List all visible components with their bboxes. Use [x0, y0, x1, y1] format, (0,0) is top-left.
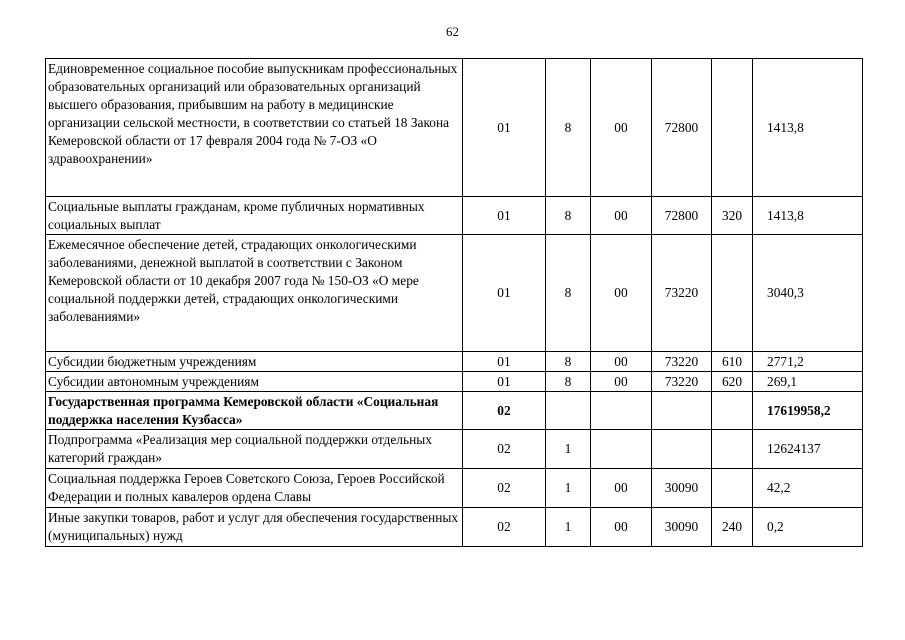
amount-cell: 1413,8	[753, 59, 863, 197]
code-cell: 73220	[652, 235, 712, 352]
amount-cell: 2771,2	[753, 352, 863, 372]
direction-cell: 00	[591, 59, 652, 197]
type-cell	[712, 430, 753, 469]
program-cell: 02	[463, 392, 546, 430]
direction-cell: 00	[591, 352, 652, 372]
program-cell: 02	[463, 430, 546, 469]
program-cell: 01	[463, 372, 546, 392]
type-cell: 610	[712, 352, 753, 372]
program-cell: 01	[463, 197, 546, 235]
direction-cell: 00	[591, 508, 652, 547]
table-row	[46, 372, 863, 392]
subprogram-cell: 8	[546, 197, 591, 235]
direction-cell	[591, 430, 652, 469]
subprogram-cell: 1	[546, 430, 591, 469]
row-name: Иные закупки товаров, работ и услуг для обеспечения государственных (муниципальных) нужд	[46, 508, 463, 547]
row-name: Субсидии автономным учреждениям	[46, 372, 463, 392]
table-row	[46, 430, 863, 469]
table-row	[46, 59, 863, 197]
type-cell	[712, 469, 753, 508]
table-row	[46, 508, 863, 547]
row-name: Социальные выплаты гражданам, кроме публичных нормативных социальных выплат	[46, 197, 463, 235]
table-row	[46, 469, 863, 508]
program-cell: 02	[463, 508, 546, 547]
budget-table	[45, 58, 863, 547]
amount-cell: 3040,3	[753, 235, 863, 352]
row-name: Государственная программа Кемеровской области «Социальная поддержка населения Кузбасса»	[46, 392, 463, 430]
subprogram-cell: 8	[546, 372, 591, 392]
row-name: Ежемесячное обеспечение детей, страдающих онкологическими заболеваниями, денежной выплатой в соответствии с Законом Кемеровской области от 10 декабря 2007 года № 150-ОЗ «О мере социальной поддержки детей, страдающих онкологическими заболеваниями»	[46, 235, 463, 352]
code-cell: 73220	[652, 352, 712, 372]
type-cell	[712, 59, 753, 197]
direction-cell: 00	[591, 197, 652, 235]
row-name: Подпрограмма «Реализация мер социальной поддержки отдельных категорий граждан»	[46, 430, 463, 469]
code-cell: 72800	[652, 197, 712, 235]
program-cell: 01	[463, 352, 546, 372]
row-name: Субсидии бюджетным учреждениям	[46, 352, 463, 372]
table-row	[46, 392, 863, 430]
code-cell: 30090	[652, 469, 712, 508]
subprogram-cell: 8	[546, 352, 591, 372]
code-cell	[652, 430, 712, 469]
code-cell	[652, 392, 712, 430]
amount-cell: 17619958,2	[753, 392, 863, 430]
program-cell: 02	[463, 469, 546, 508]
program-cell: 01	[463, 59, 546, 197]
type-cell: 240	[712, 508, 753, 547]
direction-cell	[591, 392, 652, 430]
subprogram-cell: 1	[546, 508, 591, 547]
type-cell	[712, 235, 753, 352]
row-name: Единовременное социальное пособие выпускникам профессиональных образовательных организаций или образовательных организаций высшего образования, прибывшим на работу в медицинские организации сельской местности, в соответствии со статьей 18 Закона Кемеровской области от 17 февраля 2004 года № 7-ОЗ «О здравоохранении»	[46, 59, 463, 197]
amount-cell: 12624137	[753, 430, 863, 469]
subprogram-cell: 8	[546, 235, 591, 352]
direction-cell: 00	[591, 235, 652, 352]
subprogram-cell: 8	[546, 59, 591, 197]
amount-cell: 42,2	[753, 469, 863, 508]
amount-cell: 0,2	[753, 508, 863, 547]
type-cell	[712, 392, 753, 430]
subprogram-cell	[546, 392, 591, 430]
direction-cell: 00	[591, 372, 652, 392]
table-row	[46, 352, 863, 372]
row-name: Социальная поддержка Героев Советского Союза, Героев Российской Федерации и полных кавалеров ордена Славы	[46, 469, 463, 508]
page-number: 62	[446, 24, 459, 39]
code-cell: 30090	[652, 508, 712, 547]
subprogram-cell: 1	[546, 469, 591, 508]
code-cell: 73220	[652, 372, 712, 392]
table-row	[46, 197, 863, 235]
amount-cell: 1413,8	[753, 197, 863, 235]
amount-cell: 269,1	[753, 372, 863, 392]
code-cell: 72800	[652, 59, 712, 197]
type-cell: 320	[712, 197, 753, 235]
type-cell: 620	[712, 372, 753, 392]
table-row	[46, 235, 863, 352]
program-cell: 01	[463, 235, 546, 352]
direction-cell: 00	[591, 469, 652, 508]
